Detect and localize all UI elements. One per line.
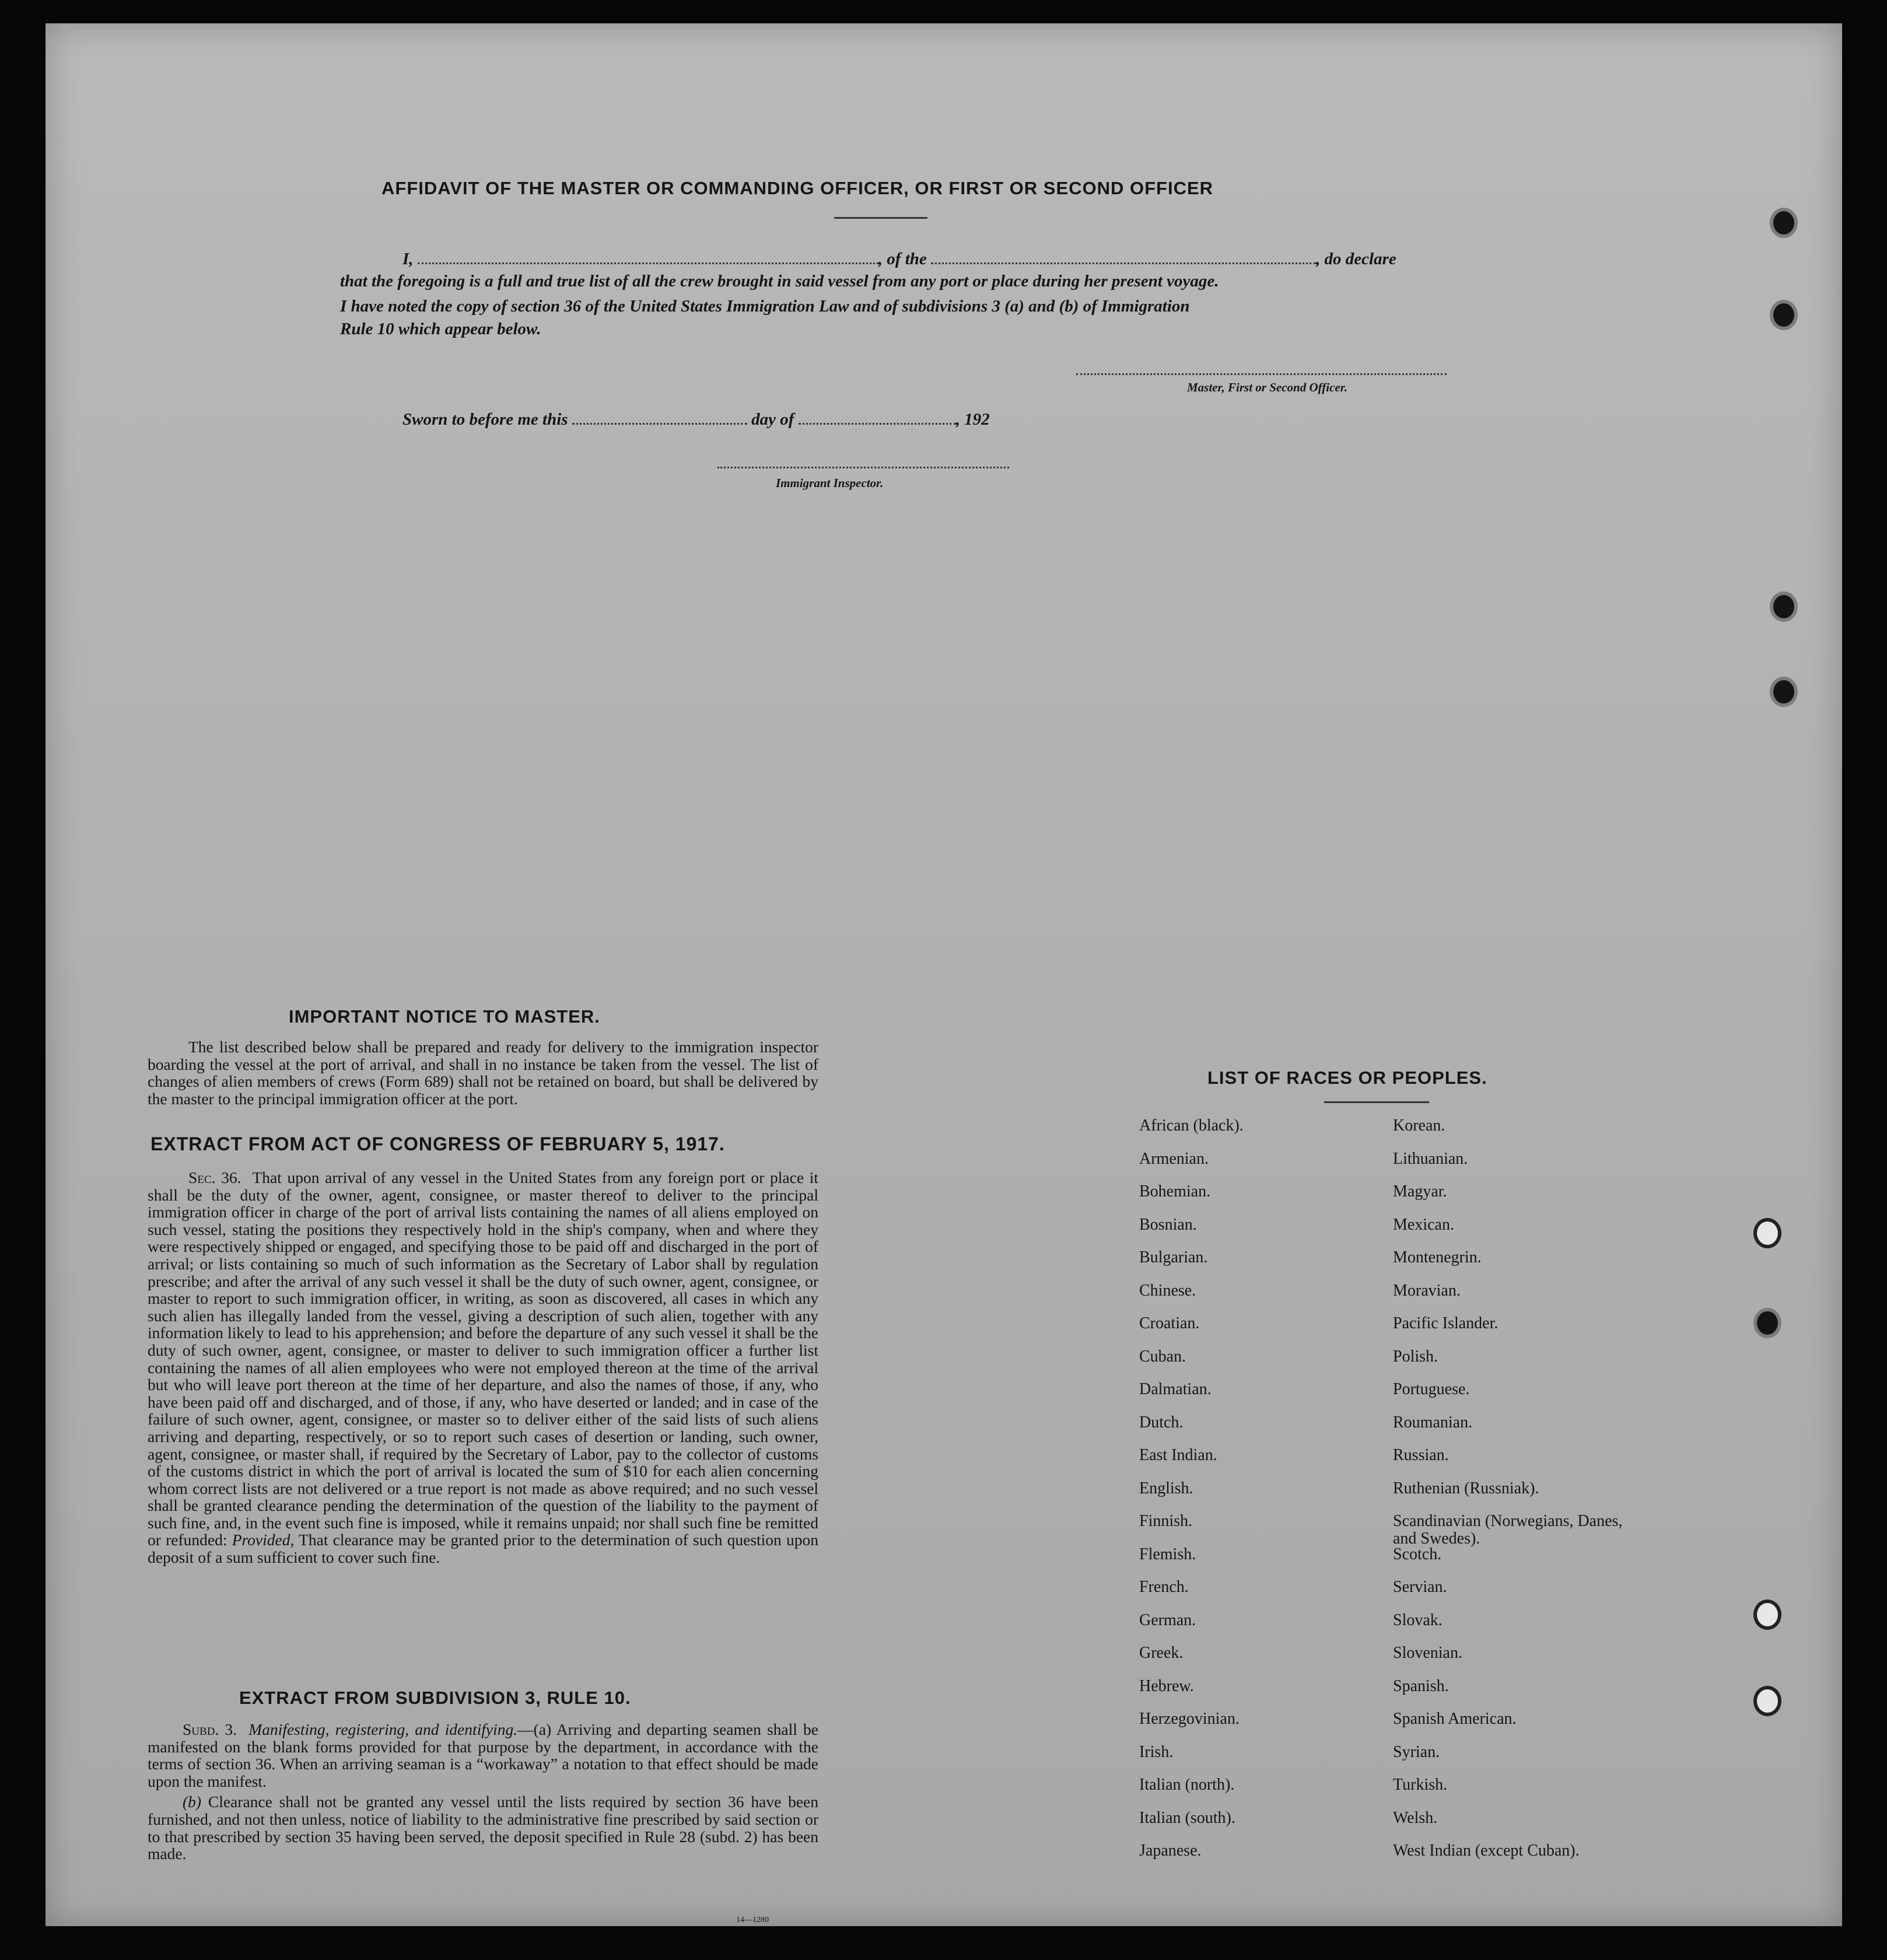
race-item: English. xyxy=(1139,1479,1193,1497)
race-item: Dutch. xyxy=(1139,1413,1184,1432)
race-item: Scotch. xyxy=(1393,1545,1442,1563)
binder-hole xyxy=(1773,303,1794,327)
declare-label: , do declare xyxy=(1316,250,1396,268)
race-item: Magyar. xyxy=(1393,1182,1447,1200)
act-text-end: That clearance may be granted prior to the determination of such question upon deposit of a sum sufficient to cover such fine. xyxy=(148,1531,818,1567)
subd-a-text: —(a) Arriving and departing seamen shall be manifested on the blank forms provided for that purpose by the department, in accordance with the terms of section 36. When an arriving seaman is a “workaway” a notation to that effect should be made upon the manifest. xyxy=(148,1720,818,1790)
race-item: Scandinavian (Norwegians, Danes, and Swedes). xyxy=(1393,1512,1623,1548)
race-item: Slovenian. xyxy=(1393,1644,1462,1662)
vessel-blank xyxy=(931,262,1316,264)
provided-label: Provided, xyxy=(232,1531,295,1549)
races-left-column xyxy=(1139,1117,1373,1875)
race-item: Greek. xyxy=(1139,1644,1184,1662)
race-item: Hebrew. xyxy=(1139,1676,1194,1695)
subd-b-text: Clearance shall not be granted any vessel until the lists required by section 36 have been furnished, and not then unless, notice of liability to the administrative fine prescribed by said section or to that prescribed by section 35 having been served, the deposit specified in Rule 28 (subd. 2) has been made. xyxy=(148,1793,818,1863)
i-label: I, xyxy=(402,250,414,268)
sworn-label: Sworn to before me this xyxy=(402,410,568,429)
inspector-caption: Immigrant Inspector. xyxy=(776,476,884,490)
binder-hole xyxy=(1757,1603,1778,1626)
race-item: Flemish. xyxy=(1139,1545,1196,1563)
form-number: 14—1280 xyxy=(736,1916,769,1924)
race-item: German. xyxy=(1139,1611,1196,1629)
race-item: Finnish. xyxy=(1139,1512,1193,1530)
notice-text: The list described below shall be prepared and ready for delivery to the immigration inspector boarding the vessel at the port of arrival, and shall in no instance be taken from the vessel. The list of changes of alien members of crews (Form 689) shall not be retained on board, but shall be delivered by the master to the principal immigration officer at the port. xyxy=(148,1038,818,1108)
race-item: Ruthenian (Russniak). xyxy=(1393,1479,1539,1497)
act-title: EXTRACT FROM ACT OF CONGRESS OF FEBRUARY 5, 1917. xyxy=(150,1133,725,1154)
title-rule xyxy=(834,217,927,219)
affidavit-line-2: that the foregoing is a full and true list of all the crew brought in said vessel from any port or place during her present voyage. xyxy=(340,272,1219,290)
binder-hole xyxy=(1757,1689,1778,1713)
race-item: Bulgarian. xyxy=(1139,1248,1208,1266)
race-item: Italian (north). xyxy=(1139,1776,1235,1794)
race-item: Armenian. xyxy=(1139,1149,1209,1168)
sworn-line xyxy=(402,408,1219,430)
races-title: LIST OF RACES OR PEOPLES. xyxy=(1207,1068,1487,1088)
race-item: West Indian (except Cuban). xyxy=(1393,1842,1580,1860)
day-of-label: day of xyxy=(751,410,794,429)
rule-title: EXTRACT FROM SUBDIVISION 3, RULE 10. xyxy=(239,1688,631,1708)
race-item: Spanish. xyxy=(1393,1676,1449,1695)
day-blank xyxy=(572,423,747,425)
race-item: East Indian. xyxy=(1139,1446,1217,1464)
notice-title: IMPORTANT NOTICE TO MASTER. xyxy=(289,1006,600,1027)
race-item: Herzegovinian. xyxy=(1139,1710,1240,1728)
race-item: Dalmatian. xyxy=(1139,1380,1212,1398)
binder-hole xyxy=(1773,680,1794,704)
signature-line xyxy=(1076,373,1447,375)
rule-body xyxy=(148,1721,818,1863)
race-item: Korean. xyxy=(1393,1116,1445,1135)
binder-hole xyxy=(1757,1311,1778,1335)
of-the-label: , of the xyxy=(878,250,927,268)
race-item: Bosnian. xyxy=(1139,1215,1197,1234)
race-item: Servian. xyxy=(1393,1578,1447,1596)
subd-label: Subd. 3. xyxy=(183,1720,237,1738)
year-label: , 192 xyxy=(955,410,990,429)
affidavit-line-4: Rule 10 which appear below. xyxy=(340,320,541,338)
race-item: French. xyxy=(1139,1578,1189,1596)
race-item: Turkish. xyxy=(1393,1776,1448,1794)
race-item: Slovak. xyxy=(1393,1611,1443,1629)
race-item: Russian. xyxy=(1393,1446,1449,1464)
race-item: Welsh. xyxy=(1393,1808,1438,1827)
race-item: Roumanian. xyxy=(1393,1413,1473,1432)
act-body xyxy=(148,1169,818,1566)
binder-hole xyxy=(1773,595,1794,618)
race-item: Spanish American. xyxy=(1393,1710,1517,1728)
race-item: Pacific Islander. xyxy=(1393,1314,1499,1332)
act-text: That upon arrival of any vessel in the United States from any foreign port or place it shall be the duty of the owner, agent, consignee, or master thereof to deliver to the principal immigration officer in charge of the port of arrival lists containing the names of all aliens employed on such vessel, stating the positions they respectively hold in the ship's company, when and where they were respectively shipped or engaged, and specifying those to be paid off and discharged in the port of arrival; or lists containing so much of such information as the Secretary of Labor shall by regulation prescribe; and after the arrival of any such vessel it shall be the duty of such owner, agent, consignee, or master to report to such immigration officer, in writing, as soon as discovered, all cases in which any such alien has illegally landed from the vessel, giving a description of such alien, together with any information likely to lead to his apprehension; and before the departure of any such vessel it shall be the duty of such owner, agent, consignee, or master to deliver to such immigration officer a further list containing the names of all alien employees who were not employed thereon at the time of the arrival but who will leave port thereon at the time of her departure, and also the names of those, if any, who have been paid off and discharged, and of those, if any, who have deserted or landed; and in case of the failure of such owner, agent, consignee, or master so to deliver either of the said lists of such aliens arriving and departing, respectively, or so to report such cases of desertion or landing, such owner, agent, consignee, or master shall, if required by the Secretary of Labor, pay to the collector of customs of the customs district in which the port of arrival is located the sum of $10 for each alien concerning whom correct lists are not delivered or a true report is not made as above required; and no such vessel shall be granted clearance pending the determination of the question of the liability to the payment of such fine, and, in the event such fine is imposed, while it remains unpaid; nor shall such fine be remitted or refunded: xyxy=(148,1168,818,1549)
subd-b-label: (b) xyxy=(183,1793,202,1811)
binder-hole xyxy=(1773,211,1794,235)
races-rule xyxy=(1324,1101,1429,1103)
race-item: Chinese. xyxy=(1139,1281,1196,1300)
race-item: Moravian. xyxy=(1393,1281,1461,1300)
signature-caption: Master, First or Second Officer. xyxy=(1187,380,1347,394)
race-item: Irish. xyxy=(1139,1742,1174,1761)
race-item: Croatian. xyxy=(1139,1314,1200,1332)
race-item: Japanese. xyxy=(1139,1842,1202,1860)
race-item: Syrian. xyxy=(1393,1742,1440,1761)
notice-body xyxy=(148,1038,818,1107)
race-item: Cuban. xyxy=(1139,1347,1186,1366)
race-item: Polish. xyxy=(1393,1347,1438,1366)
race-item: Lithuanian. xyxy=(1393,1149,1468,1168)
races-right-column xyxy=(1393,1117,1638,1875)
race-item: Portuguese. xyxy=(1393,1380,1470,1398)
race-item: Bohemian. xyxy=(1139,1182,1211,1200)
affidavit-title: AFFIDAVIT OF THE MASTER OR COMMANDING OFFICER, OR FIRST OR SECOND OFFICER xyxy=(381,178,1214,198)
race-item: Mexican. xyxy=(1393,1215,1454,1234)
sec-label: Sec. 36. xyxy=(188,1168,241,1186)
month-blank xyxy=(799,423,956,425)
inspector-line xyxy=(717,467,1009,468)
race-item: Italian (south). xyxy=(1139,1808,1235,1827)
race-item: Montenegrin. xyxy=(1393,1248,1482,1266)
subd-heading: Manifesting, registering, and identifying. xyxy=(248,1720,518,1738)
race-item: African (black). xyxy=(1139,1116,1244,1135)
affidavit-line-3: I have noted the copy of section 36 of the United States Immigration Law and of subdivisions 3 (a) and (b) of Immigration xyxy=(340,297,1190,316)
binder-hole xyxy=(1757,1222,1778,1245)
name-blank xyxy=(418,262,878,264)
affidavit-line-1 xyxy=(402,248,1452,270)
